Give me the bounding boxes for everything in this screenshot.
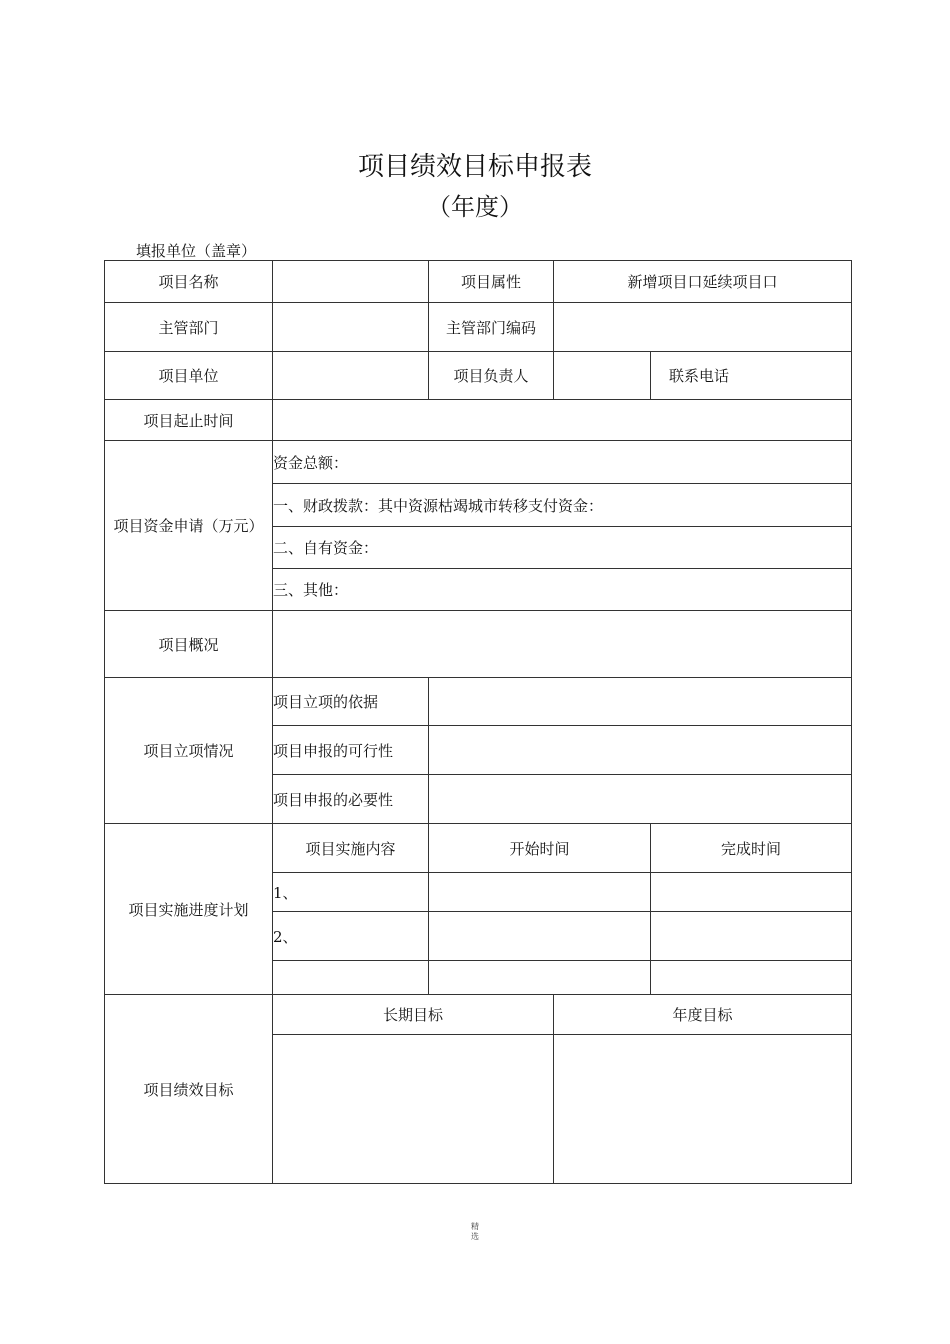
project-period-label: 项目起止时间	[105, 400, 273, 441]
project-leader-label: 项目负责人	[429, 352, 554, 400]
schedule-item-2-start[interactable]	[429, 912, 651, 961]
page-footer	[0, 1222, 950, 1242]
project-unit-field[interactable]	[273, 352, 429, 400]
approval-necessity-label: 项目申报的必要性	[273, 775, 429, 824]
schedule-item-3-end[interactable]	[651, 961, 852, 995]
application-form-table	[104, 260, 852, 1184]
footer-char-1: 精	[471, 1222, 479, 1231]
footer-char-2: 选	[471, 1232, 479, 1241]
long-term-goal-field[interactable]	[273, 1035, 554, 1184]
approval-basis-label: 项目立项的依据	[273, 678, 429, 726]
funding-total-field[interactable]: 资金总额：	[273, 441, 852, 484]
annual-goal-field[interactable]	[554, 1035, 852, 1184]
supervising-dept-code-label: 主管部门编码	[429, 303, 554, 352]
project-leader-field[interactable]	[554, 352, 651, 400]
schedule-item-2[interactable]: 2、	[273, 912, 429, 961]
schedule-plan-label: 项目实施进度计划	[105, 824, 273, 995]
project-name-field[interactable]	[273, 261, 429, 303]
funding-own-field[interactable]: 二、自有资金：	[273, 527, 852, 569]
project-attribute-label: 项目属性	[429, 261, 554, 303]
performance-goal-label: 项目绩效目标	[105, 995, 273, 1184]
page-subtitle: （年度）	[427, 193, 523, 221]
project-overview-label: 项目概况	[105, 611, 273, 678]
project-attribute-value[interactable]: 新增项目口延续项目口	[554, 261, 852, 303]
project-unit-label: 项目单位	[105, 352, 273, 400]
supervising-dept-label: 主管部门	[105, 303, 273, 352]
approval-basis-field[interactable]	[429, 678, 852, 726]
schedule-item-1-start[interactable]	[429, 873, 651, 912]
schedule-item-2-end[interactable]	[651, 912, 852, 961]
schedule-content-header: 项目实施内容	[273, 824, 429, 873]
schedule-item-1-end[interactable]	[651, 873, 852, 912]
schedule-item-3-start[interactable]	[429, 961, 651, 995]
project-approval-label: 项目立项情况	[105, 678, 273, 824]
supervising-dept-field[interactable]	[273, 303, 429, 352]
schedule-start-header: 开始时间	[429, 824, 651, 873]
contact-phone-label[interactable]: 联系电话	[651, 352, 852, 400]
reporting-unit-label: 填报单位（盖章）	[136, 242, 257, 260]
project-overview-field[interactable]	[273, 611, 852, 678]
project-name-label: 项目名称	[105, 261, 273, 303]
funding-other-field[interactable]: 三、其他：	[273, 569, 852, 611]
schedule-item-3[interactable]	[273, 961, 429, 995]
annual-goal-header: 年度目标	[554, 995, 852, 1035]
funding-fiscal-field[interactable]: 一、财政拨款：其中资源枯竭城市转移支付资金：	[273, 484, 852, 527]
funding-request-label: 项目资金申请（万元）	[105, 441, 273, 611]
approval-necessity-field[interactable]	[429, 775, 852, 824]
approval-feasibility-field[interactable]	[429, 726, 852, 775]
schedule-item-1[interactable]: 1、	[273, 873, 429, 912]
long-term-goal-header: 长期目标	[273, 995, 554, 1035]
schedule-end-header: 完成时间	[651, 824, 852, 873]
supervising-dept-code-field[interactable]	[554, 303, 852, 352]
project-period-field[interactable]	[273, 400, 852, 441]
approval-feasibility-label: 项目申报的可行性	[273, 726, 429, 775]
page-title: 项目绩效目标申报表	[357, 152, 592, 182]
